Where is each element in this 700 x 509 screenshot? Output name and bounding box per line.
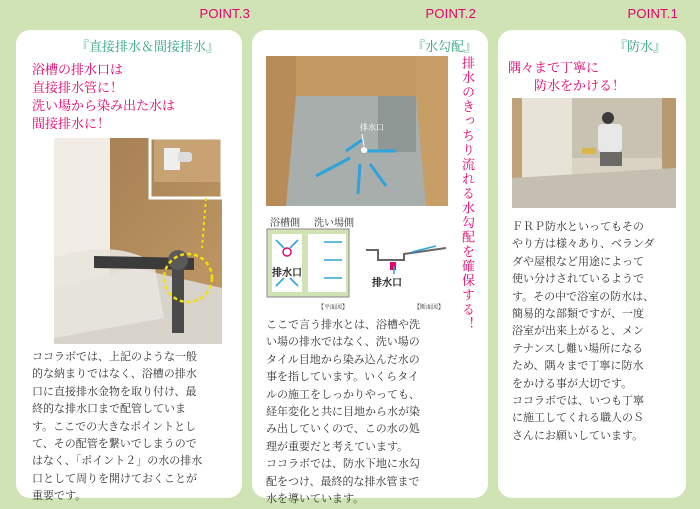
point3-body [32, 348, 236, 505]
point2-number: POINT.2 [425, 6, 476, 21]
point2-body-line: 理が重要だと考えています。 [266, 439, 409, 453]
point3-title: 『直接排水＆間接排水』 [76, 40, 220, 55]
point2-section-diagram [364, 240, 448, 290]
point2-label-bath: 浴槽側 [270, 218, 300, 229]
point1-title: 『防水』 [614, 40, 667, 55]
point3-body-line: 口に直接排水金物を取り付け、最 [32, 384, 197, 398]
point1-body-line: ため、隅々まで丁寧に防水 [512, 359, 644, 373]
point3-body-line: て、その配管を繋いでしまうので [32, 437, 197, 451]
point1-body-line: さんにお願いしています。 [512, 428, 644, 442]
point3-number: POINT.3 [199, 6, 250, 21]
point2-section-drain-label: 排水口 [372, 278, 402, 289]
point2-section-caption: 【断面図】 [414, 304, 445, 311]
point1-body-line: 浴室が出来上がると、メン [512, 324, 644, 338]
point2-body-line: ココラボでは、防水下地に水勾 [266, 457, 420, 471]
point1-body-line: テナンスし難い場所になる [512, 341, 644, 355]
point1-body-line: に施工してくれる職人のＳ [512, 411, 644, 425]
point1-body-line: ダや屋根など用途によって [512, 254, 644, 268]
point3-card [16, 6, 250, 503]
point1-body-line: をかける事が大切です。 [512, 376, 633, 390]
point1-body-line: 使い分けされているようで [512, 272, 644, 286]
point3-body-line: はなく、「ポイント２」の水の排水 [32, 454, 203, 468]
point2-card [252, 6, 488, 506]
point1-number: POINT.1 [627, 6, 678, 21]
point1-body [512, 218, 682, 444]
point2-body-line: 配をつけ、最終的な排水管まで [266, 474, 420, 488]
point2-vertical-headline: 排水のきっちり流れる水勾配を確保する！ [459, 56, 474, 332]
point2-body [266, 316, 466, 507]
point2-body-line: い場の排水ではなく、洗い場の [266, 335, 420, 349]
point1-body-line: す。その中で浴室の防水は、 [512, 289, 655, 303]
point2-body-line: 経年変化と共に目地から水が染 [266, 405, 420, 419]
point3-headline-1: 浴槽の排水口は [32, 63, 124, 78]
point3-photo [54, 138, 222, 344]
point2-body-line: 水を導いています。 [266, 492, 365, 506]
point1-headline-1: 隅々まで丁寧に [508, 61, 600, 76]
point3-body-line: 口として周りを開けておくことが [32, 471, 197, 485]
point2-plan-drain-label: 排水口 [272, 268, 302, 279]
point3-body-line: 重要です。 [32, 489, 87, 503]
point2-photo [266, 56, 448, 206]
point3-headline-3: 洗い場から染み出た水は [32, 99, 176, 114]
point2-body-line: み出していくので、この水の処 [266, 422, 420, 436]
point3-body-line: 終的な排水口まで配管していま [32, 402, 186, 416]
point2-plan-diagram [266, 228, 350, 298]
point2-photo-label: 排水口 [360, 123, 384, 132]
point3-body-line: ココラボでは、上記のような一般 [32, 350, 197, 363]
point2-body-line: ここで言う排水とは、浴槽や洗 [266, 318, 420, 331]
point1-photo [512, 98, 676, 208]
point1-headline-2: 防水をかける！ [534, 79, 626, 94]
point2-body-line: ルの施工をしっかりやっても、 [266, 387, 420, 401]
point3-headline-4: 間接排水に！ [32, 117, 111, 132]
point2-plan-caption: 【平面図】 [318, 304, 349, 311]
point2-body-line: タイル目地から染み込んだ水の [266, 352, 420, 366]
point3-body-line: 的な納まりではなく、浴槽の排水 [32, 367, 197, 381]
point3-body-line: す。ここでの大きなポイントとし [32, 419, 197, 433]
point1-card [498, 6, 686, 498]
point2-label-wash: 洗い場側 [314, 218, 354, 229]
point2-title: 『水勾配』 [412, 40, 478, 55]
point1-body-line: ＦＲＰ防水といってもその [512, 220, 644, 233]
point1-body-line: ココラボでは、いつも丁寧 [512, 394, 644, 408]
point1-body-line: やり方は様々あり、ベランダ [512, 237, 655, 251]
point3-headline-2: 直接排水管に！ [32, 81, 124, 96]
point2-body-line: 事を指しています。いくらタイ [266, 370, 419, 384]
point1-body-line: 簡易的な部類ですが、一度 [512, 307, 644, 321]
